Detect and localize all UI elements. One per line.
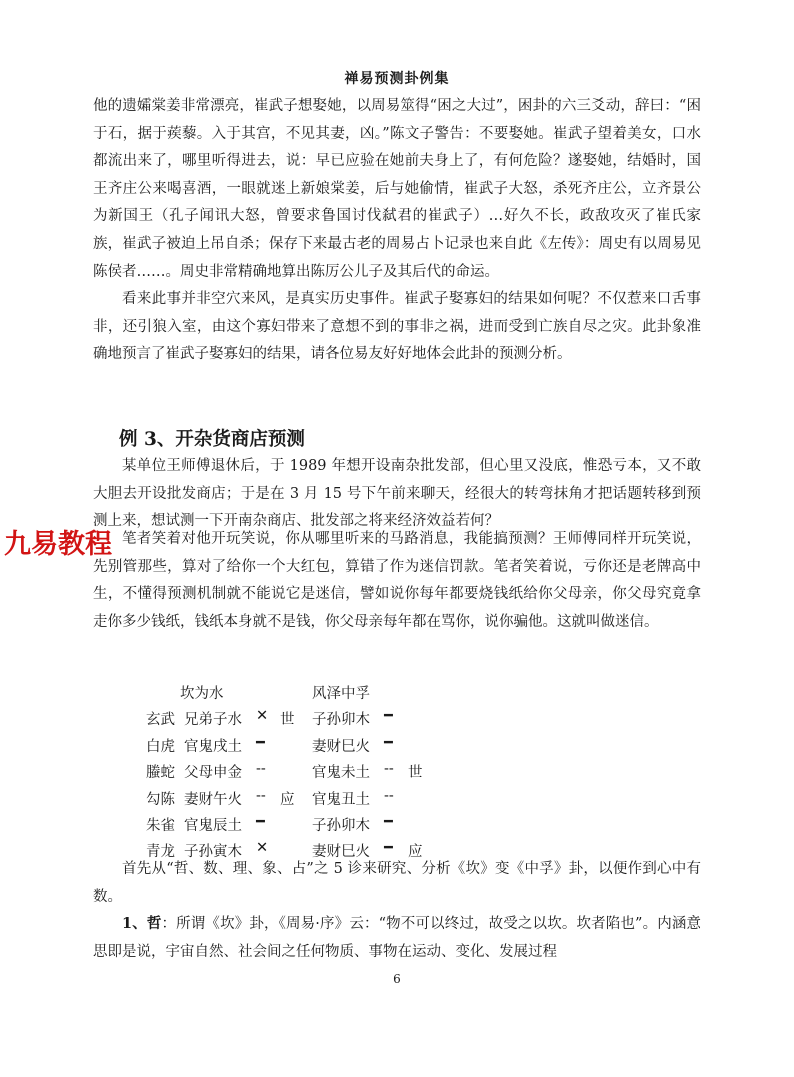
six-god: 玄武 [146, 712, 175, 728]
changed-line-mark: 应 [408, 844, 423, 860]
paragraph-5: 首先从“哲、数、理、象、占”之 5 诊来研究、分析《坎》变《中孚》卦，以便作到心中有数。 [93, 861, 701, 905]
six-god: 勾陈 [146, 792, 175, 808]
changed-line-label: 官鬼未土 [312, 765, 370, 781]
changed-line-symbol: ━ [384, 735, 393, 751]
changed-line-label: 子孙卯木 [312, 818, 370, 834]
running-header: 禅易预测卦例集 [344, 71, 450, 87]
six-god: 白虎 [146, 739, 175, 755]
six-god: 青龙 [146, 844, 175, 860]
changed-line-mark: 世 [408, 765, 423, 781]
section-heading: 例 3、开杂货商店预测 [119, 429, 305, 450]
paragraph-6 [93, 910, 701, 966]
line-symbol: -- [256, 788, 266, 804]
paragraph-1: 他的遗孀棠姜非常漂亮，崔武子想娶她，以周易筮得“困之大过”，困卦的六三爻动，辞曰：“困于石，据于蒺藜。入于其宫，不见其妻，凶。”陈文子警告：不要娶她。崔武子望着美女，口水都流出来了，哪里听得进去，说：早已应验在她前夫身上了，有何危险？遂娶她，结婚时，国王齐庄公来喝喜酒，一眼就迷上新娘棠姜，后与她偷情，崔武子大怒，杀死齐庄公，立齐景公为新国王（孔子闻讯大怒，曾要求鲁国讨伐弑君的崔武子）…好久不长，政敌攻灭了崔氏家族，崔武子被迫上吊自杀；保存下来最古老的周易占卜记录也来自此《左传》：周史有以周易见陈侯者……。周史非常精确地算出陈厉公儿子及其后代的命运。 [93, 98, 701, 280]
changed-hexagram-name: 风泽中孚 [312, 686, 370, 702]
six-god: 朱雀 [146, 818, 175, 834]
paragraph-3: 某单位王师傅退休后，于 1989 年想开设南杂批发部，但心里又没底，惟恐亏本，又不敢大胆去开设批发商店；于是在 3 月 15 号下午前来聊天，经很大的转弯抹角才把话题转移到预测上来，想试测一下开南杂商店、批发部之将来经济效益若何？ [93, 458, 701, 530]
main-hexagram-name: 坎为水 [180, 686, 224, 702]
changed-line-label: 妻财巳火 [312, 844, 370, 860]
line-label: 兄弟子水 [184, 712, 242, 728]
changed-line-symbol: ━ [384, 708, 393, 724]
line-symbol: -- [256, 761, 266, 777]
changed-line-symbol: -- [384, 788, 394, 804]
watermark-logo: 九易教程 [4, 529, 112, 560]
paragraph-2: 看来此事并非空穴来风，是真实历史事件。崔武子娶寡妇的结果如何呢？不仅惹来口舌事非，还引狼入室，由这个寡妇带来了意想不到的事非之祸，进而受到亡族自尽之灾。此卦象准确地预言了崔武子娶寡妇的结果，请各位易友好好地体会此卦的预测分析。 [93, 291, 701, 363]
changed-line-label: 妻财巳火 [312, 739, 370, 755]
six-god: 螣蛇 [146, 765, 175, 781]
line-symbol: ✕ [256, 708, 269, 724]
paragraph-4: 笔者笑着对他开玩笑说，你从哪里听来的马路消息，我能搞预测？王师傅同样开玩笑说，先别管那些，算对了给你一个大红包，算错了作为迷信罚款。笔者笑着说，亏你还是老牌高中生，不懂得预测机制就不能说它是迷信，譬如说你每年都要烧钱纸给你父母亲，你父母究竟拿走你多少钱纸，钱纸本身就不是钱，你父母亲每年都在骂你，说你骗他。这就叫做迷信。 [93, 531, 701, 630]
changed-line-label: 子孙卯木 [312, 712, 370, 728]
line-symbol: ✕ [256, 840, 269, 856]
line-symbol: ━ [256, 814, 265, 830]
line-mark: 世 [280, 712, 295, 728]
term-label: 1、哲 [122, 915, 162, 932]
line-label: 父母申金 [184, 765, 242, 781]
page-number: 6 [393, 972, 401, 986]
changed-line-symbol: ━ [384, 814, 393, 830]
paragraph-6-text: ：所谓《坎》卦，《周易·序》云：“物不可以终过，故受之以坎。坎者陷也”。内涵意思即是说，宇宙自然、社会间之任何物质、事物在运动、变化、发展过程 [93, 916, 701, 960]
line-label: 妻财午火 [184, 792, 242, 808]
line-mark: 应 [280, 792, 295, 808]
changed-line-symbol: -- [384, 761, 394, 777]
changed-line-label: 官鬼丑土 [312, 792, 370, 808]
line-label: 官鬼辰土 [184, 818, 242, 834]
line-label: 官鬼戌土 [184, 739, 242, 755]
line-label: 子孙寅木 [184, 844, 242, 860]
changed-line-symbol: ━ [384, 840, 393, 856]
line-symbol: ━ [256, 735, 265, 751]
